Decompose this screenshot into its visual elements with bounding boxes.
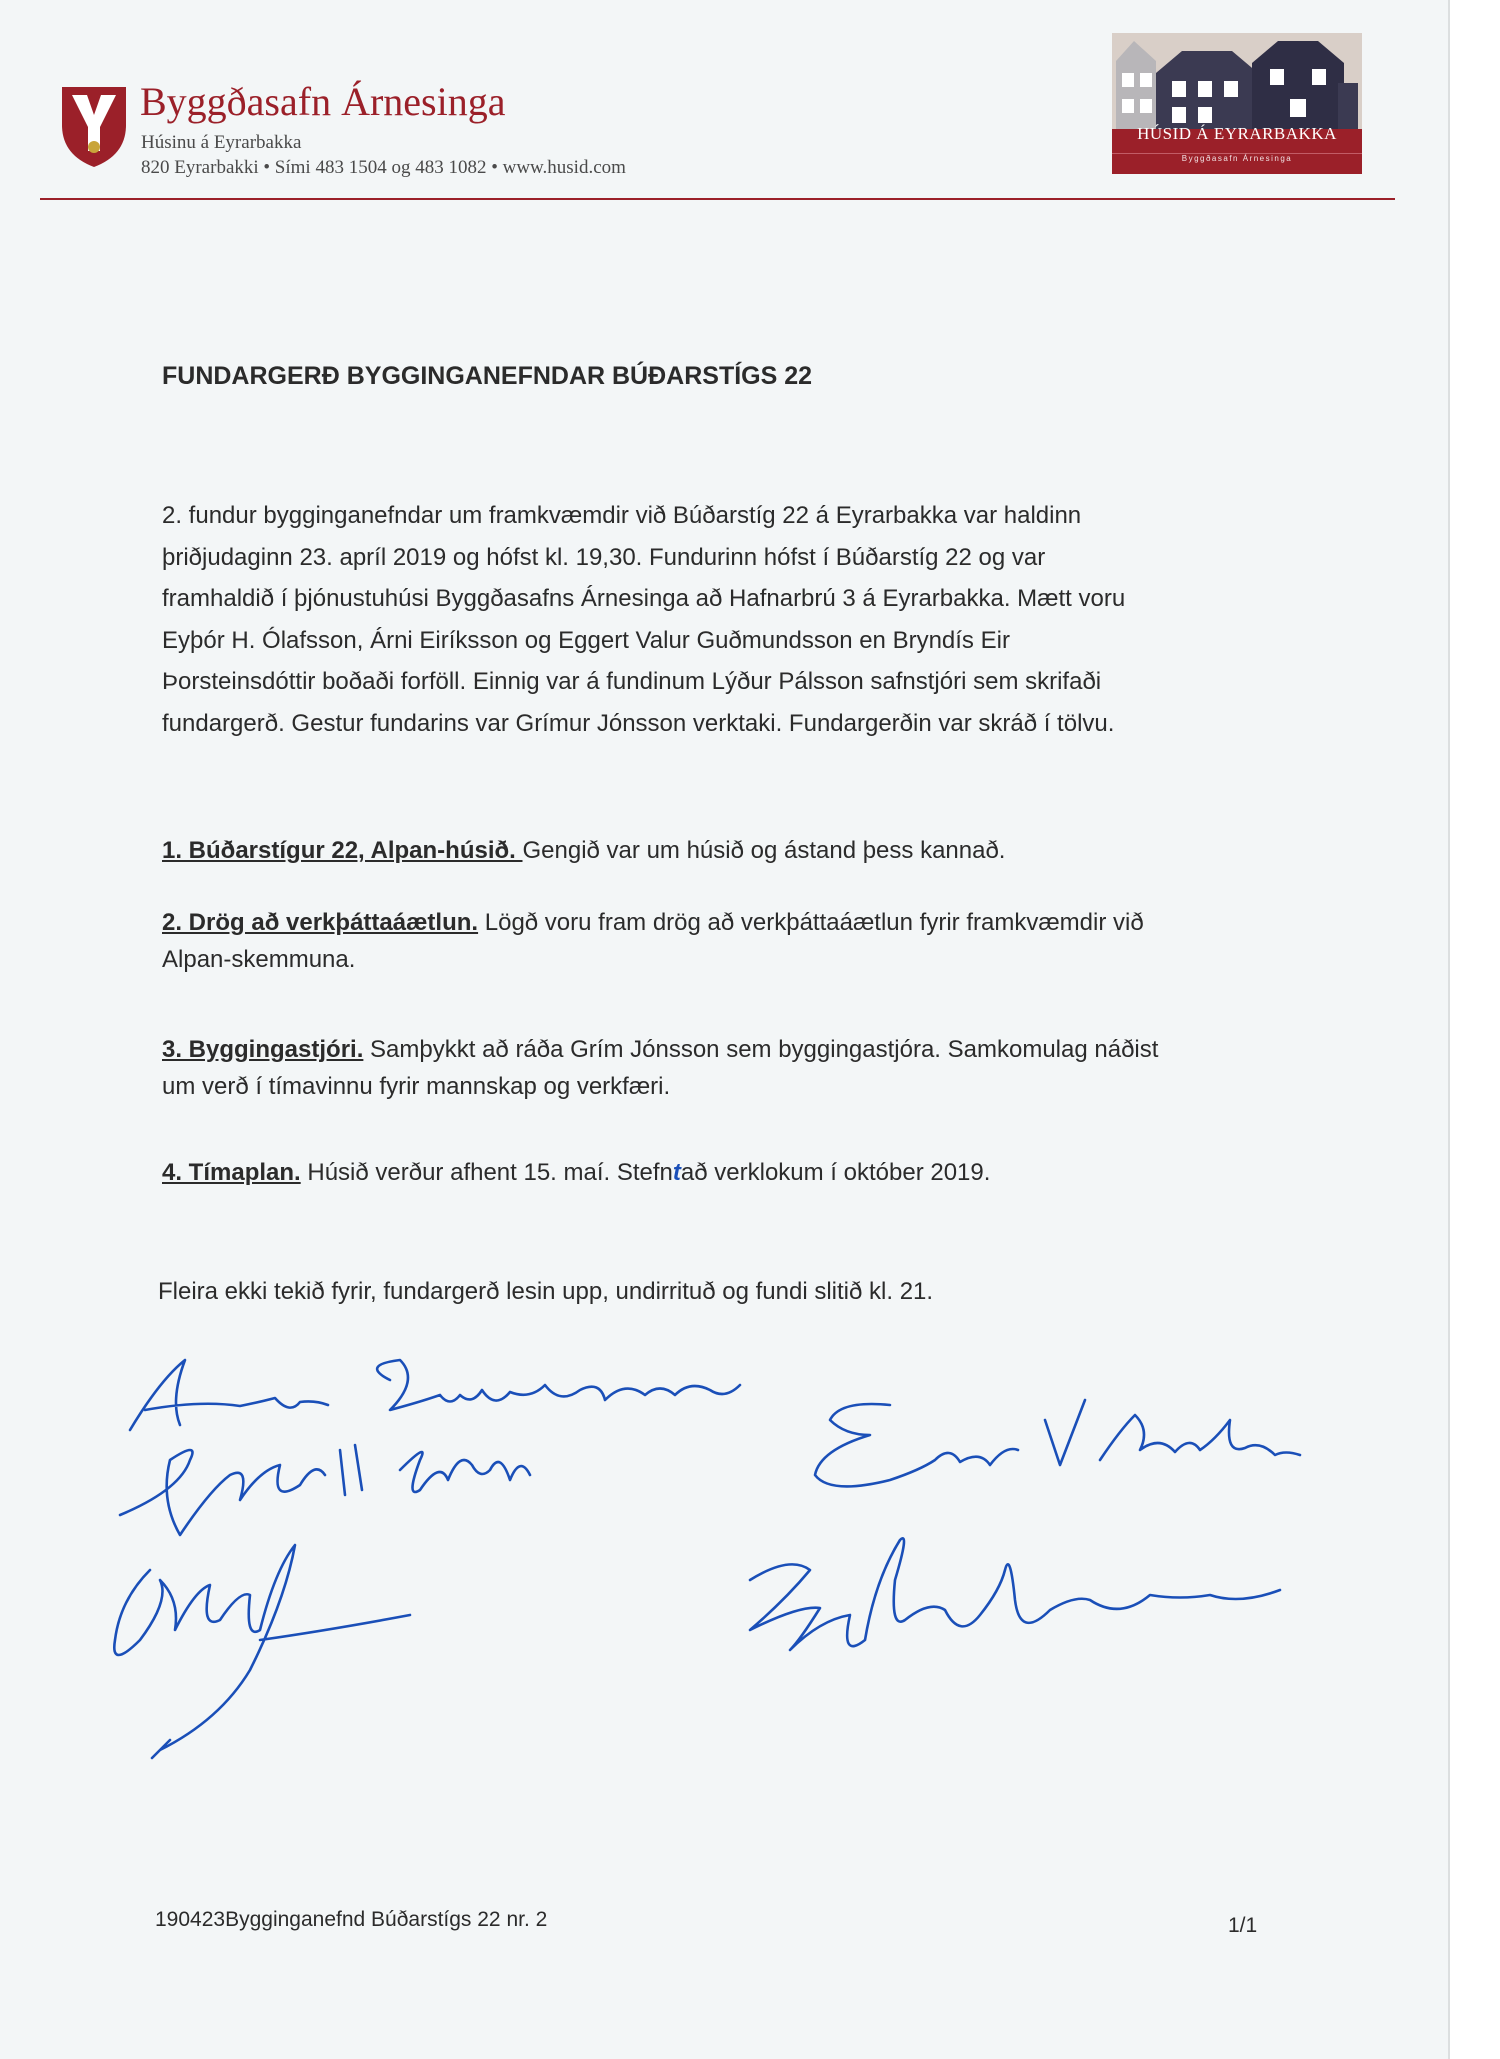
agenda-item-heading: 3. Byggingastjóri. [162, 1036, 364, 1063]
agenda-item-4 [162, 1154, 1302, 1191]
agenda-item-2 [162, 904, 1302, 978]
signature-lydur [750, 1538, 1280, 1650]
contact-line: 820 Eyrarbakki • Sími 483 1504 og 483 1082 • www.husid.com [141, 157, 626, 178]
agenda-item-text: Samþykkt að ráða Grím Jónsson sem byggingastjóra. Samkomulag náðist [363, 1036, 1159, 1063]
agenda-item-text: að verklokum í október 2019. [680, 1159, 991, 1186]
house-label: HÚSID Á EYRARBAKKA [1137, 124, 1337, 143]
house-sublabel: Byggðasafn Árnesinga [1181, 154, 1293, 163]
signature-grimur [114, 1545, 410, 1758]
agenda-item-heading: 1. Búðarstígur 22, Alpan-húsið. [162, 837, 523, 864]
intro-line: fundargerð. Gestur fundarins var Grímur Jónsson verktaki. Fundargerðin var skráð í tölvu. [162, 709, 1115, 737]
org-name: Byggðasafn Árnesinga [140, 79, 506, 124]
agenda-item-text: Lögð voru fram drög að verkþáttaáætlun fyrir framkvæmdir við [478, 909, 1144, 936]
signature-eggert [815, 1400, 1300, 1486]
intro-paragraph [162, 495, 1292, 744]
page-number: 1/1 [1228, 1914, 1258, 1937]
house-illustration [1112, 33, 1362, 174]
closing-statement: Fleira ekki tekið fyrir, fundargerð lesin upp, undirrituð og fundi slitið kl. 21. [158, 1278, 934, 1305]
agenda-item-text: um verð í tímavinnu fyrir mannskap og verkfæri. [162, 1073, 671, 1100]
address-line: Húsinu á Eyrarbakka [141, 132, 302, 153]
intro-line: framhaldið í þjónustuhúsi Byggðasafns Árnesinga að Hafnarbrú 3 á Eyrarbakka. Mætt voru [162, 585, 1126, 612]
intro-line: 2. fundur bygginganefndar um framkvæmdir við Búðarstíg 22 á Eyrarbakka var haldinn [162, 502, 1082, 529]
agenda-item-heading: 2. Drög að verkþáttaáætlun. [162, 909, 479, 936]
signatures [100, 1340, 1380, 1790]
agenda-item-3 [162, 1031, 1302, 1105]
intro-line: Þorsteinsdóttir boðaði forföll. Einnig var á fundinum Lýður Pálsson safnstjóri sem skrifaði [162, 668, 1102, 695]
signature-eythor [120, 1445, 530, 1535]
agenda-item-text: Gengið var um húsið og ástand þess kannað. [522, 837, 1006, 864]
intro-line: þriðjudaginn 23. apríl 2019 og hófst kl. 19,30. Fundurinn hófst í Búðarstíg 22 og var [162, 543, 1046, 571]
intro-line: Eyþór H. Ólafsson, Árni Eiríksson og Eggert Valur Guðmundsson en Bryndís Eir [162, 626, 1010, 654]
agenda-item-text: Alpan-skemmuna. [162, 946, 356, 973]
agenda-item-1 [162, 832, 1302, 869]
scan-margin [1450, 0, 1500, 2059]
footer-file-name: 190423Bygginganefnd Búðarstígs 22 nr. 2 [155, 1908, 548, 1931]
document-title: FUNDARGERÐ BYGGINGANEFNDAR BÚÐARSTÍGS 22 [162, 362, 813, 390]
signature-arni [130, 1360, 740, 1430]
agenda-item-heading: 4. Tímaplan. [162, 1159, 301, 1186]
agenda-item-text: Húsið verður afhent 15. maí. Stefn [300, 1159, 673, 1186]
museum-logo-icon [60, 85, 128, 169]
header-divider [40, 198, 1395, 200]
handwritten-correction: t [672, 1159, 681, 1186]
